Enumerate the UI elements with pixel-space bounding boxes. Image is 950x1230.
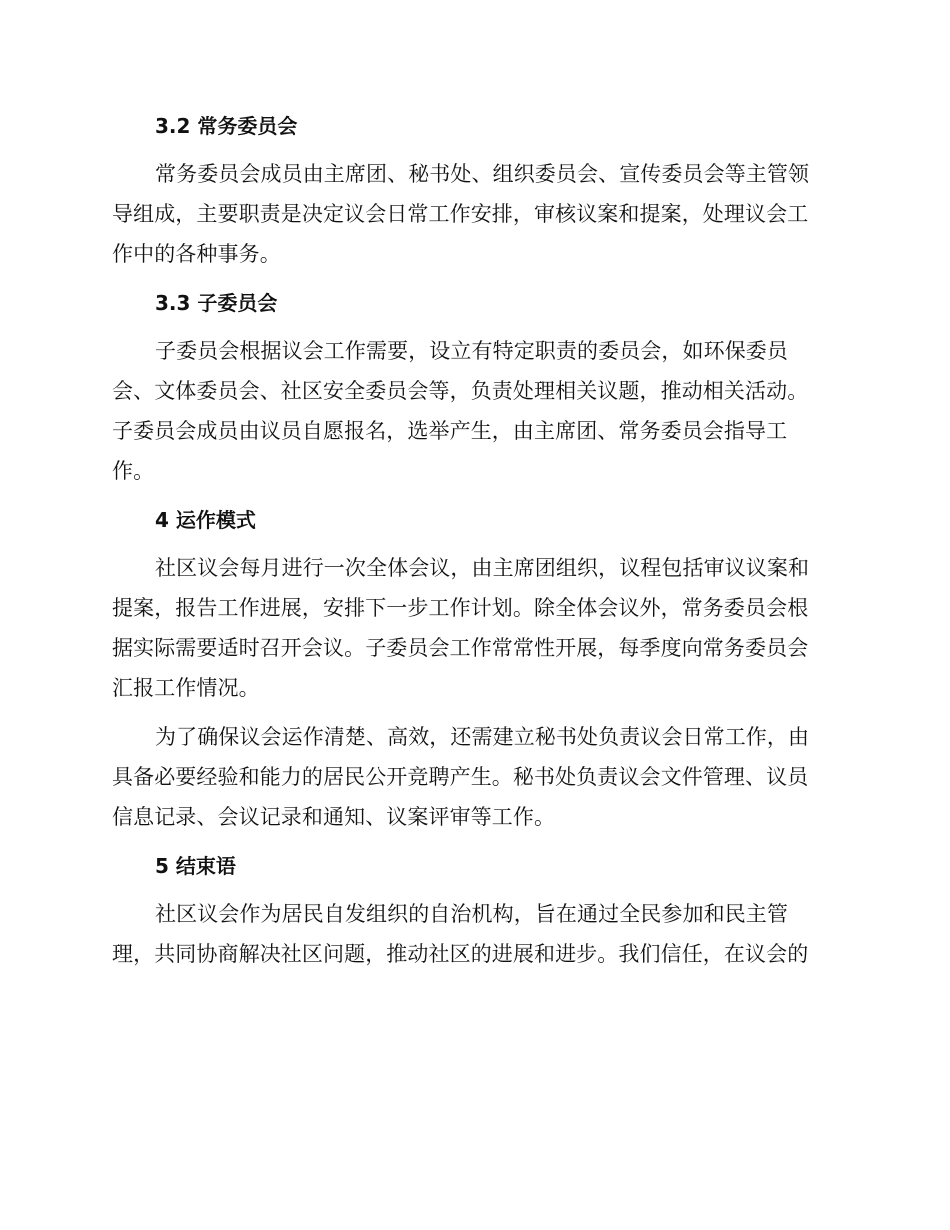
text-line: 子委员会根据议会工作需要，设立有特定职责的委员会，如环保委员 <box>155 339 788 363</box>
text-line: 汇报工作情况。 <box>112 676 260 700</box>
text-line: 子委员会成员由议员自愿报名，选举产生，由主席团、常务委员会指导工 <box>112 419 788 443</box>
paragraph-4-1 <box>112 548 832 708</box>
text-line: 为了确保议会运作清楚、高效，还需建立秘书处负责议会日常工作，由 <box>155 725 810 749</box>
document-page <box>112 106 832 983</box>
text-line: 社区议会作为居民自发组织的自治机构，旨在通过全民参加和民主管 <box>155 902 788 926</box>
text-line: 提案，报告工作进展，安排下一步工作计划。除全体会议外，常务委员会根 <box>112 596 809 620</box>
section-heading-3-3: 3.3 子委员会 <box>155 291 278 315</box>
section-heading-3-2: 3.2 常务委员会 <box>155 114 298 138</box>
text-line: 具备必要经验和能力的居民公开竞聘产生。秘书处负责议会文件管理、议员 <box>112 765 809 789</box>
text-line: 导组成，主要职责是决定议会日常工作安排，审核议案和提案，处理议会工 <box>112 202 809 226</box>
paragraph-4-2 <box>112 717 832 837</box>
text-line: 信息记录、会议记录和通知、议案评审等工作。 <box>112 805 556 829</box>
paragraph-3-3 <box>112 331 832 491</box>
section-heading-4: 4 运作模式 <box>155 508 256 532</box>
text-line: 据实际需要适时召开会议。子委员会工作常常性开展，每季度向常务委员会 <box>112 636 809 660</box>
text-line: 理，共同协商解决社区问题，推动社区的进展和进步。我们信任，在议会的 <box>112 942 809 966</box>
text-line: 作中的各种事务。 <box>112 242 281 266</box>
paragraph-5 <box>112 894 832 974</box>
text-line: 常务委员会成员由主席团、秘书处、组织委员会、宣传委员会等主管领 <box>155 162 810 186</box>
text-line: 会、文体委员会、社区安全委员会等，负责处理相关议题，推动相关活动。 <box>112 379 809 403</box>
text-line: 社区议会每月进行一次全体会议，由主席团组织，议程包括审议议案和 <box>155 556 810 580</box>
section-heading-5: 5 结束语 <box>155 854 236 878</box>
paragraph-3-2 <box>112 154 832 274</box>
text-line: 作。 <box>112 459 155 483</box>
